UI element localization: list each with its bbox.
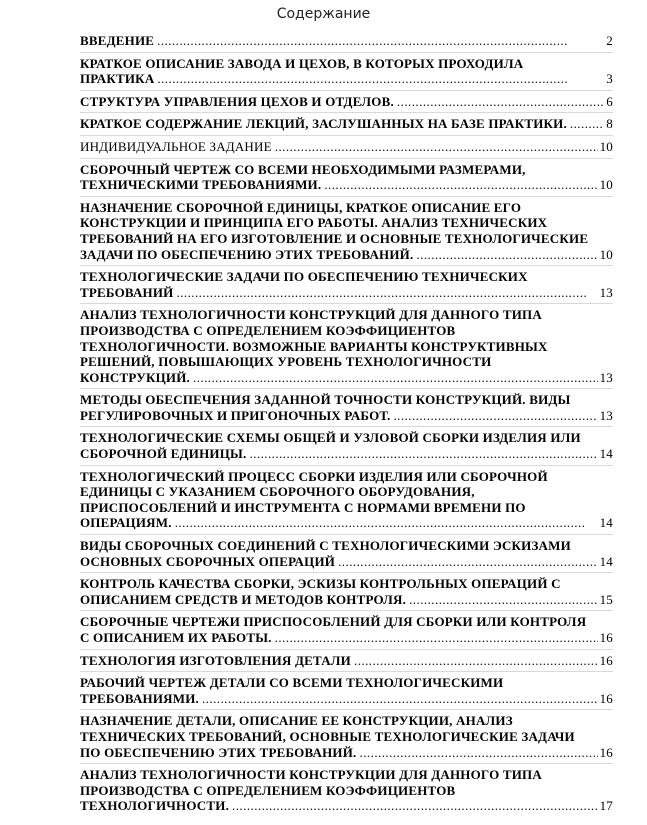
toc-entry-text-wrap — [80, 200, 613, 262]
toc-page-number: 16 — [599, 652, 613, 668]
toc-separator — [80, 90, 613, 91]
toc-page-number: 14 — [599, 553, 613, 569]
toc-entry[interactable] — [80, 767, 613, 814]
toc-separator — [80, 610, 613, 611]
toc-page-number: 16 — [599, 690, 613, 706]
toc-entry-title: ТЕХНОЛОГИЯ ИЗГОТОВЛЕНИЯ ДЕТАЛИ — [80, 652, 351, 668]
toc-page-number: 10 — [599, 246, 613, 262]
toc-entry[interactable] — [80, 713, 613, 760]
toc-entry-text-wrap — [80, 162, 613, 193]
toc-entry-text-wrap — [80, 139, 613, 155]
toc-entry-text-wrap — [80, 713, 613, 760]
toc-entry-title: ИНДИВИДУАЛЬНОЕ ЗАДАНИЕ — [80, 138, 272, 154]
toc-entry-text-wrap — [80, 392, 613, 423]
toc-entry-text-wrap — [80, 94, 613, 110]
toc-page-number: 10 — [599, 177, 613, 193]
toc-page-number: 8 — [606, 116, 613, 132]
toc-entry[interactable] — [80, 33, 613, 49]
toc-entry-title: КРАТКОЕ ОПИСАНИЕ ЗАВОДА И ЦЕХОВ, В КОТОРЫХ ПРОХОДИЛА ПРАКТИКА — [80, 55, 524, 87]
toc-page-number: 17 — [599, 798, 613, 814]
toc-entry[interactable] — [80, 675, 613, 706]
toc-entry-text-wrap — [80, 116, 613, 132]
toc-separator — [80, 135, 613, 136]
toc-entry-text-wrap — [80, 614, 613, 645]
toc-page-number: 16 — [599, 744, 613, 760]
toc-entry-title: СБОРОЧНЫЙ ЧЕРТЕЖ СО ВСЕМИ НЕОБХОДИМЫМИ РАЗМЕРАМИ, ТЕХНИЧЕСКИМИ ТРЕБОВАНИЯМИ. — [80, 161, 526, 193]
toc-separator — [80, 196, 613, 197]
toc-entry-title: ВВЕДЕНИЕ — [80, 33, 155, 48]
toc-entry[interactable] — [80, 538, 613, 569]
toc-entry[interactable] — [80, 576, 613, 607]
toc-page-number: 16 — [599, 630, 613, 645]
toc-entry-text-wrap — [80, 33, 613, 49]
toc-separator — [80, 112, 613, 113]
toc-separator — [80, 158, 613, 159]
toc-entry-title: НАЗНАЧЕНИЕ ДЕТАЛИ, ОПИСАНИЕ ЕЕ КОНСТРУКЦИИ, АНАЛИЗ ТЕХНИЧЕСКИХ ТРЕБОВАНИЙ, ОСНОВНЫЕ ТЕХНОЛОГИЧЕСКИЕ ЗАДАЧИ ПО ОБЕСПЕЧЕНИЮ ЭТИХ ТРЕБОВАНИЙ. — [80, 713, 575, 760]
toc-entry-text-wrap — [80, 675, 613, 706]
toc-entry[interactable] — [80, 307, 613, 385]
toc-entry[interactable] — [80, 269, 613, 300]
page-title: Содержание — [276, 6, 371, 22]
toc-entry-text-wrap — [80, 469, 613, 531]
toc-entry[interactable] — [80, 653, 613, 669]
toc-entry-title: ТЕХНОЛОГИЧЕСКИЙ ПРОЦЕСС СБОРКИ ИЗДЕЛИЯ ИЛИ СБОРОЧНОЙ ЕДИНИЦЫ С УКАЗАНИЕМ СБОРОЧНОГО ОБОРУДОВАНИЯ, ПРИСПОСОБЛЕНИЙ И ИНСТРУМЕНТА С НОРМАМИ ВРЕМЕНИ ПО ОПЕРАЦИЯМ. — [80, 468, 548, 531]
toc-separator — [80, 534, 613, 535]
toc-entry-title: АНАЛИЗ ТЕХНОЛОГИЧНОСТИ КОНСТРУКЦИИ ДЛЯ ДАННОГО ТИПА ПРОИЗВОДСТВА С ОПРЕДЕЛЕНИЕМ КОЭФФИЦИЕНТОВ ТЕХНОЛОГИЧНОСТИ. — [80, 767, 542, 814]
toc-separator — [80, 572, 613, 573]
toc-entry-text-wrap — [80, 576, 613, 607]
toc-entry[interactable] — [80, 469, 613, 531]
toc-separator — [80, 763, 613, 764]
toc-entry-title: РАБОЧИЙ ЧЕРТЕЖ ДЕТАЛИ СО ВСЕМИ ТЕХНОЛОГИЧЕСКИМИ ТРЕБОВАНИЯМИ. — [80, 675, 504, 706]
toc-page-number: 14 — [599, 446, 613, 462]
toc-entry-title: ТЕХНОЛОГИЧЕСКИЕ ЗАДАЧИ ПО ОБЕСПЕЧЕНИЮ ТЕХНИЧЕСКИХ ТРЕБОВАНИЙ — [80, 269, 528, 300]
toc-separator — [80, 265, 613, 266]
toc-page-number: 14 — [599, 515, 613, 531]
toc-separator — [80, 388, 613, 389]
toc-entry-text-wrap — [80, 56, 613, 87]
toc-page-number: 10 — [599, 138, 613, 154]
toc-page-number: 13 — [599, 407, 613, 423]
toc-entry[interactable] — [80, 430, 613, 461]
toc-entry[interactable] — [80, 139, 613, 155]
toc-page-number: 13 — [599, 284, 613, 300]
toc-page-number: 2 — [606, 33, 613, 48]
toc-entry[interactable] — [80, 200, 613, 262]
toc-separator — [80, 426, 613, 427]
toc-separator — [80, 465, 613, 466]
toc-entry-text-wrap — [80, 430, 613, 461]
toc-separator — [80, 671, 613, 672]
toc-entry[interactable] — [80, 94, 613, 110]
toc-entry[interactable] — [80, 392, 613, 423]
toc-entry-text-wrap — [80, 269, 613, 300]
toc-entry-title: ВИДЫ СБОРОЧНЫХ СОЕДИНЕНИЙ С ТЕХНОЛОГИЧЕСКИМИ ЭСКИЗАМИ ОСНОВНЫХ СБОРОЧНЫХ ОПЕРАЦИЙ — [80, 538, 571, 569]
toc-entry-title: СБОРОЧНЫЕ ЧЕРТЕЖИ ПРИСПОСОБЛЕНИЙ ДЛЯ СБОРКИ ИЛИ КОНТРОЛЯ С ОПИСАНИЕМ ИХ РАБОТЫ. — [80, 614, 587, 645]
toc-separator — [80, 303, 613, 304]
toc-entry[interactable] — [80, 614, 613, 645]
toc-separator — [80, 709, 613, 710]
toc-entry-title: МЕТОДЫ ОБЕСПЕЧЕНИЯ ЗАДАННОЙ ТОЧНОСТИ КОНСТРУКЦИЙ. ВИДЫ РЕГУЛИРОВОЧНЫХ И ПРИГОНОЧНЫХ РАБОТ. — [80, 392, 571, 423]
toc-entry-title: ТЕХНОЛОГИЧЕСКИЕ СХЕМЫ ОБЩЕЙ И УЗЛОВОЙ СБОРКИ ИЗДЕЛИЯ ИЛИ СБОРОЧНОЙ ЕДИНИЦЫ. — [80, 430, 581, 462]
toc-page-number: 6 — [606, 93, 613, 109]
toc-entry-text-wrap — [80, 307, 613, 385]
toc-entry-text-wrap — [80, 653, 613, 669]
toc-entry[interactable] — [80, 116, 613, 132]
toc-entry[interactable] — [80, 162, 613, 193]
toc-entry-title: НАЗНАЧЕНИЕ СБОРОЧНОЙ ЕДИНИЦЫ, КРАТКОЕ ОПИСАНИЕ ЕГО КОНСТРУКЦИИ И ПРИНЦИПА ЕГО РАБОТЫ. АНАЛИЗ ТЕХНИЧЕСКИХ ТРЕБОВАНИЙ НА ЕГО ИЗГОТОВЛЕНИЕ И ОСНОВНЫЕ ТЕХНОЛОГИЧЕСКИЕ ЗАДАЧИ ПО ОБЕСПЕЧЕНИЮ ЭТИХ ТРЕБОВАНИЙ. — [80, 199, 589, 262]
toc-page-number: 3 — [606, 71, 613, 87]
toc-entry-title: КРАТКОЕ СОДЕРЖАНИЕ ЛЕКЦИЙ, ЗАСЛУШАННЫХ НА БАЗЕ ПРАКТИКИ. — [80, 116, 567, 132]
table-of-contents — [80, 33, 613, 814]
toc-entry-title: СТРУКТУРА УПРАВЛЕНИЯ ЦЕХОВ И ОТДЕЛОВ. — [80, 93, 394, 109]
toc-page-number: 13 — [599, 369, 613, 385]
toc-separator — [80, 649, 613, 650]
toc-entry-text-wrap — [80, 767, 613, 814]
toc-entry-title: КОНТРОЛЬ КАЧЕСТВА СБОРКИ, ЭСКИЗЫ КОНТРОЛЬНЫХ ОПЕРАЦИЙ С ОПИСАНИЕМ СРЕДСТВ И МЕТОДОВ КОНТРОЛЯ. — [80, 576, 561, 607]
toc-separator — [80, 52, 613, 53]
toc-entry[interactable] — [80, 56, 613, 87]
toc-entry-text-wrap — [80, 538, 613, 569]
toc-entry-title: АНАЛИЗ ТЕХНОЛОГИЧНОСТИ КОНСТРУКЦИЙ ДЛЯ ДАННОГО ТИПА ПРОИЗВОДСТВА С ОПРЕДЕЛЕНИЕМ КОЭФФИЦИЕНТОВ ТЕХНОЛОГИЧНОСТИ. ВОЗМОЖНЫЕ ВАРИАНТЫ КОНСТРУКТИВНЫХ РЕШЕНИЙ, ПОВЫШАЮЩИХ УРОВЕНЬ ТЕХНОЛОГИЧНОСТИ КОНСТРУКЦИЙ. — [80, 307, 548, 385]
toc-page-number: 15 — [599, 591, 613, 607]
